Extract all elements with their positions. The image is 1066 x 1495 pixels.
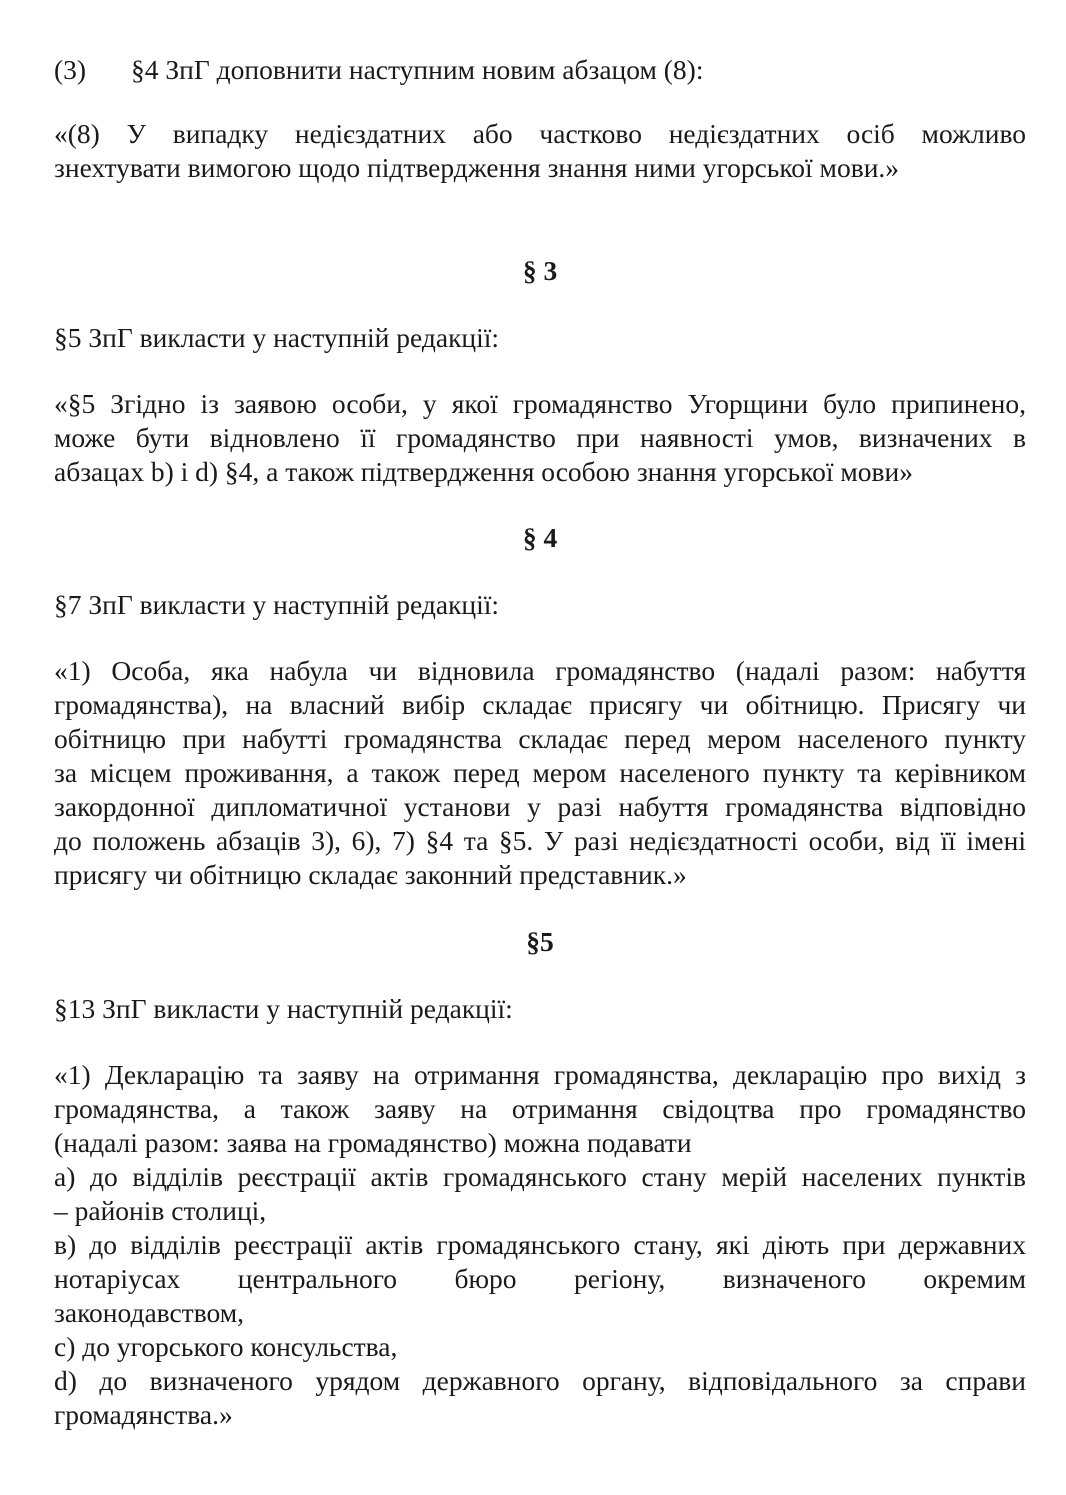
section-intro: §7 ЗпГ викласти у наступній редакції: [54,589,500,620]
quote-line: абзацах b) і d) §4, а також підтвердження особою знання угорської мови» [54,456,913,487]
quote-line: обітницю при набутті громадянства складає перед мером населеного пункту [54,723,1026,754]
item-text: §4 ЗпГ доповнити наступним новим абзацом (8): [131,54,704,85]
list-item-d-cont: громадянства.» [54,1399,233,1430]
section-intro: §5 ЗпГ викласти у наступній редакції: [54,322,500,353]
section-heading-5: §5 [526,926,554,957]
list-item-a-cont: – районів столиці, [54,1195,267,1226]
item-number: (3) [54,54,87,85]
quote-line: «1) Декларацію та заяву на отримання громадянства, декларацію про вихід з [54,1059,1026,1090]
quote-line: громадянства), на власний вибір складає присягу чи обітницю. Присягу чи [54,689,1026,720]
list-item-c: с) до угорського консульства, [54,1331,398,1362]
list-item-d: d) до визначеного урядом державного органу, відповідального за справи [54,1365,1026,1396]
quote-line: присягу чи обітницю складає законний представник.» [54,859,687,890]
quote-line: громадянства, а також заяву на отримання свідоцтва про громадянство [54,1093,1026,1124]
list-item-a: а) до відділів реєстрації актів громадянського стану мерій населених пунктів [54,1161,1026,1192]
section-heading-4: § 4 [522,522,558,553]
quote-line: знехтувати вимогою щодо підтвердження знання ними угорської мови.» [54,152,900,183]
quote-line: «1) Особа, яка набула чи відновила громадянство (надалі разом: набуття [54,655,1026,686]
quote-line: закордонної дипломатичної установи у разі набуття громадянства відповідно [54,791,1026,822]
quote-line: до положень абзаців 3), 6), 7) §4 та §5. У разі недієздатності особи, від її імені [54,825,1026,856]
quote-line: за місцем проживання, а також перед мером населеного пункту та керівником [54,757,1026,788]
quote-line: «§5 Згідно із заявою особи, у якої громадянство Угорщини було припинено, [54,388,1026,419]
section-heading-3: § 3 [522,255,558,286]
list-item-b: в) до відділів реєстрації актів громадянського стану, які діють при державних [54,1229,1026,1260]
quote-line: може бути відновлено її громадянство при наявності умов, визначених в [54,422,1026,453]
quote-line: «(8) У випадку недієздатних або частково недієздатних осіб можливо [54,118,1026,149]
list-item-b-cont: нотаріусах центрального бюро регіону, визначеного окремим [54,1263,1026,1294]
list-item-b-cont: законодавством, [54,1297,245,1328]
quote-line: (надалі разом: заява на громадянство) можна подавати [54,1127,692,1158]
section-intro: §13 ЗпГ викласти у наступній редакції: [54,993,513,1024]
